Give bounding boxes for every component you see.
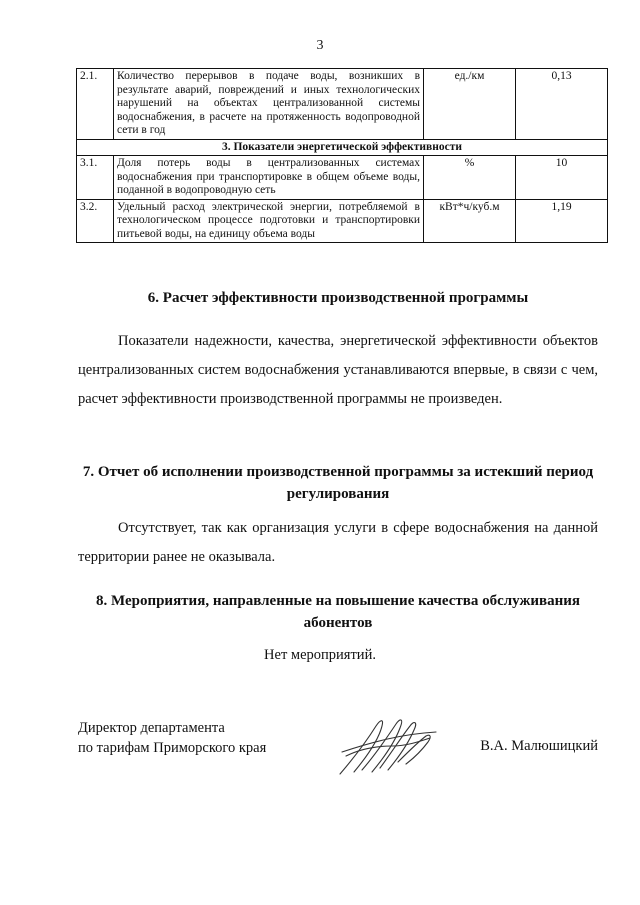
row-description: Доля потерь воды в централизованных системах водоснабжения при транспортировке в общем объеме воды, поданной в водопроводную сеть bbox=[114, 156, 424, 200]
table-row bbox=[77, 156, 608, 200]
section7-paragraph bbox=[78, 514, 598, 572]
table-row bbox=[77, 69, 608, 140]
table-section-row bbox=[77, 139, 608, 156]
row-number: 3.1. bbox=[77, 156, 114, 200]
section-title: 3. Показатели энергетической эффективности bbox=[77, 139, 608, 156]
indicators-table bbox=[76, 68, 608, 243]
row-number: 3.2. bbox=[77, 199, 114, 243]
table-row bbox=[77, 199, 608, 243]
row-value: 0,13 bbox=[516, 69, 608, 140]
signer-name: В.А. Малюшицкий bbox=[480, 738, 598, 754]
position-line-2: по тарифам Приморского края bbox=[78, 740, 267, 756]
section7-heading: 7. Отчет об исполнении производственной программы за истекший период регулирования bbox=[82, 464, 594, 502]
row-description: Количество перерывов в подаче воды, возникших в результате аварий, повреждений и иных технологических нарушений на объектах централизованной системы водоснабжения, в расчете на протяженность водопроводной сети в год bbox=[114, 69, 424, 140]
position-line-1: Директор департамента bbox=[78, 720, 225, 736]
handwritten-signature bbox=[332, 712, 442, 782]
section6-text: Показатели надежности, качества, энергетической эффективности объектов централизованных систем водоснабжения устанавливаются впервые, в связи с чем, расчет эффективности производственной программы не произведен. bbox=[78, 333, 598, 407]
row-unit: % bbox=[424, 156, 516, 200]
row-value: 10 bbox=[516, 156, 608, 200]
row-unit: кВт*ч/куб.м bbox=[424, 199, 516, 243]
signer-position bbox=[78, 718, 266, 758]
row-description: Удельный расход электрической энергии, потребляемой в технологическом процессе подготовки и транспортировки питьевой воды, на единицу объема воды bbox=[114, 199, 424, 243]
row-number: 2.1. bbox=[77, 69, 114, 140]
page-number: 3 bbox=[316, 38, 324, 53]
section8-text: Нет мероприятий. bbox=[264, 647, 376, 663]
row-unit: ед./км bbox=[424, 69, 516, 140]
section8-heading: 8. Мероприятия, направленные на повышение качества обслуживания абонентов bbox=[95, 593, 580, 631]
section6-paragraph bbox=[78, 327, 598, 414]
row-value: 1,19 bbox=[516, 199, 608, 243]
section7-text: Отсутствует, так как организация услуги в сфере водоснабжения на данной территории ранее не оказывала. bbox=[78, 520, 598, 565]
section6-heading: 6. Расчет эффективности производственной программы bbox=[147, 290, 529, 306]
